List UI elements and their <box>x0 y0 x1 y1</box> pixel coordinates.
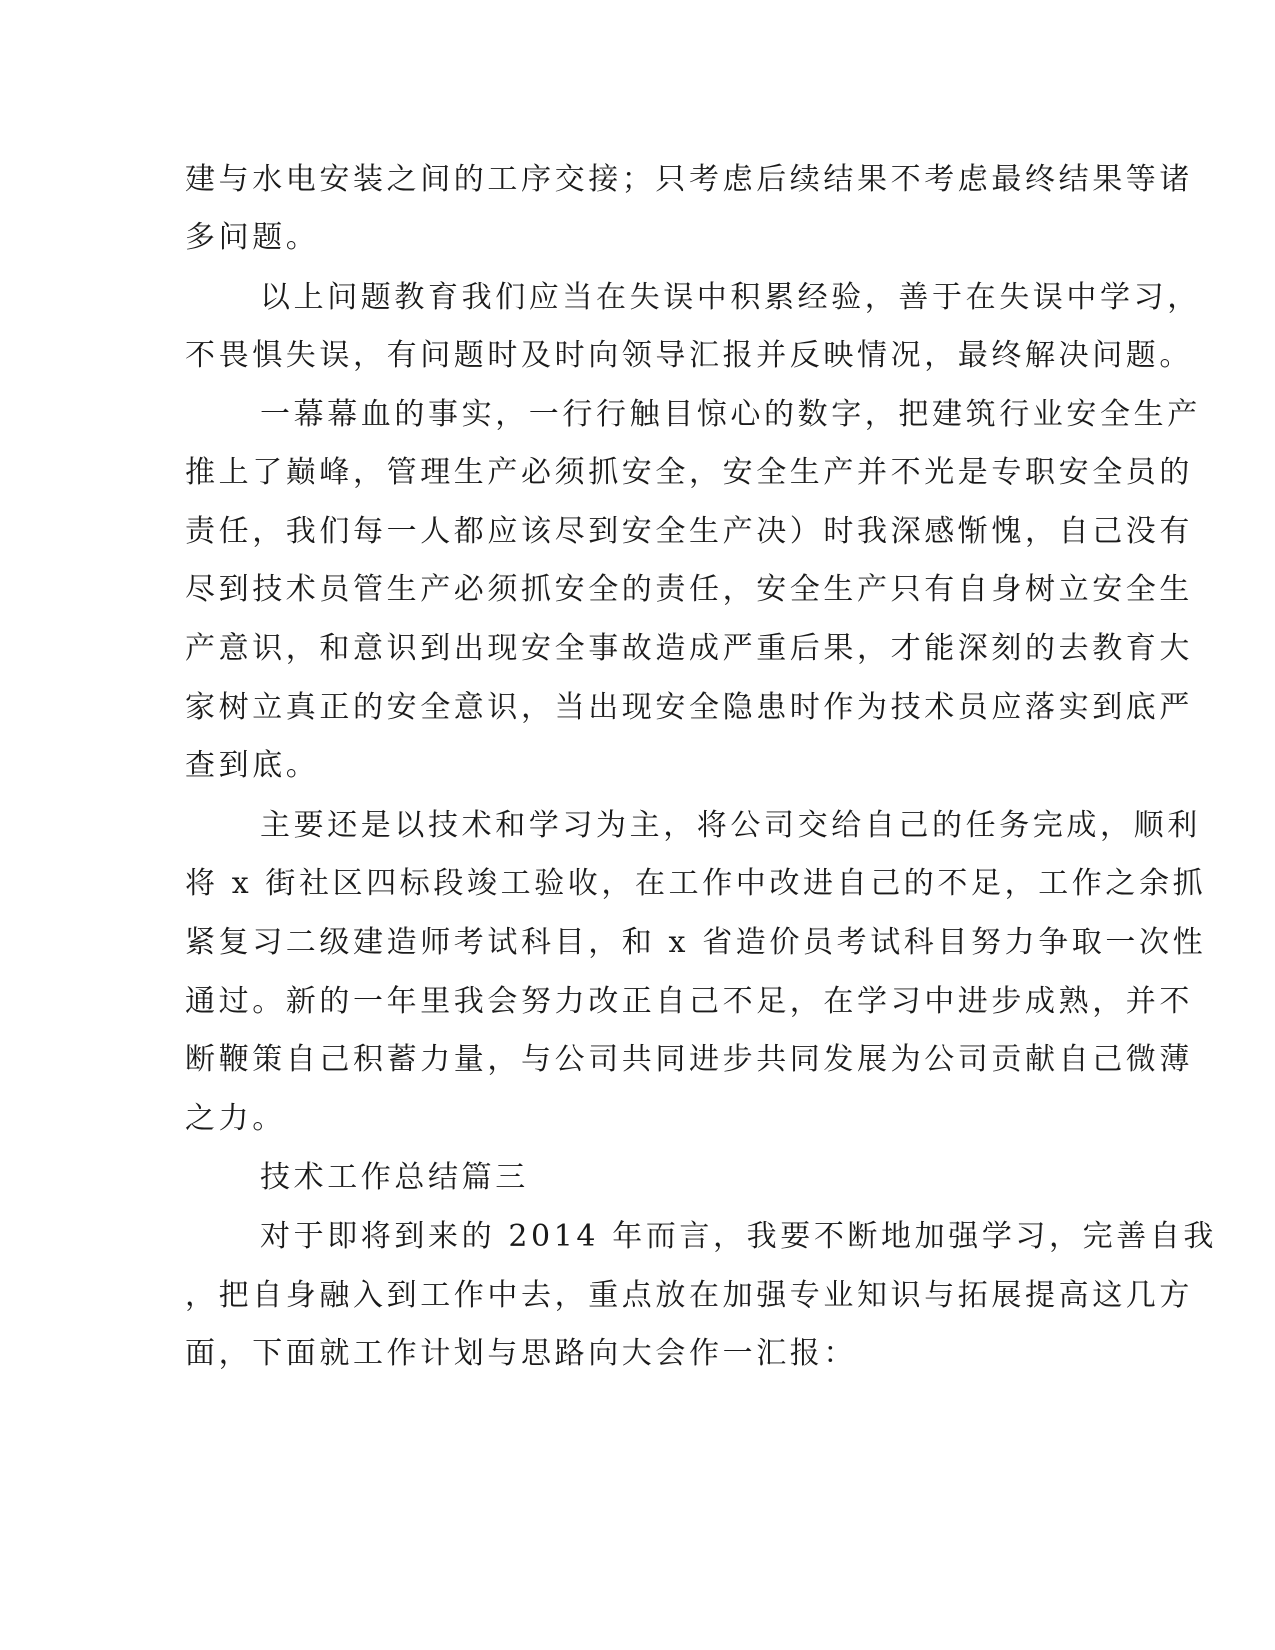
text-line: 尽到技术员管生产必须抓安全的责任，安全生产只有自身树立安全生 <box>185 572 1193 607</box>
text-line: 家树立真正的安全意识，当出现安全隐患时作为技术员应落实到底严 <box>185 690 1193 725</box>
text-line: 之力。 <box>185 1101 286 1136</box>
paragraph-line: 一幕幕血的事实，一行行触目惊心的数字，把建筑行业安全生产 <box>260 397 1201 432</box>
paragraph-line: 对于即将到来的 2014 年而言，我要不断地加强学习，完善自我 <box>260 1219 1218 1254</box>
paragraph-line: 以上问题教育我们应当在失误中积累经验，善于在失误中学习， <box>260 280 1201 315</box>
text-line: 不畏惧失误，有问题时及时向领导汇报并反映情况，最终解决问题。 <box>185 338 1193 373</box>
text-line: 建与水电安装之间的工序交接；只考虑后续结果不考虑最终结果等诸 <box>185 162 1193 197</box>
section-heading: 技术工作总结篇三 <box>260 1160 529 1195</box>
text-line: 查到底。 <box>185 748 320 783</box>
paragraph-line: 主要还是以技术和学习为主，将公司交给自己的任务完成，顺利 <box>260 808 1201 843</box>
text-line: 多问题。 <box>185 220 320 255</box>
text-line: 断鞭策自己积蓄力量，与公司共同进步共同发展为公司贡献自己微薄 <box>185 1042 1193 1077</box>
text-line: 紧复习二级建造师考试科目，和 x 省造价员考试科目努力争取一次性 <box>185 925 1207 960</box>
text-line: ，把自身融入到工作中去，重点放在加强专业知识与拓展提高这几方 <box>185 1278 1193 1313</box>
text-line: 责任，我们每一人都应该尽到安全生产决）时我深感惭愧，自己没有 <box>185 514 1193 549</box>
text-line: 产意识，和意识到出现安全事故造成严重后果，才能深刻的去教育大 <box>185 631 1193 666</box>
text-line: 通过。新的一年里我会努力改正自己不足，在学习中进步成熟，并不 <box>185 984 1193 1019</box>
text-line: 面，下面就工作计划与思路向大会作一汇报： <box>185 1336 857 1371</box>
text-line: 将 x 街社区四标段竣工验收，在工作中改进自己的不足，工作之余抓 <box>185 866 1207 901</box>
text-line: 推上了巅峰，管理生产必须抓安全，安全生产并不光是专职安全员的 <box>185 455 1193 490</box>
